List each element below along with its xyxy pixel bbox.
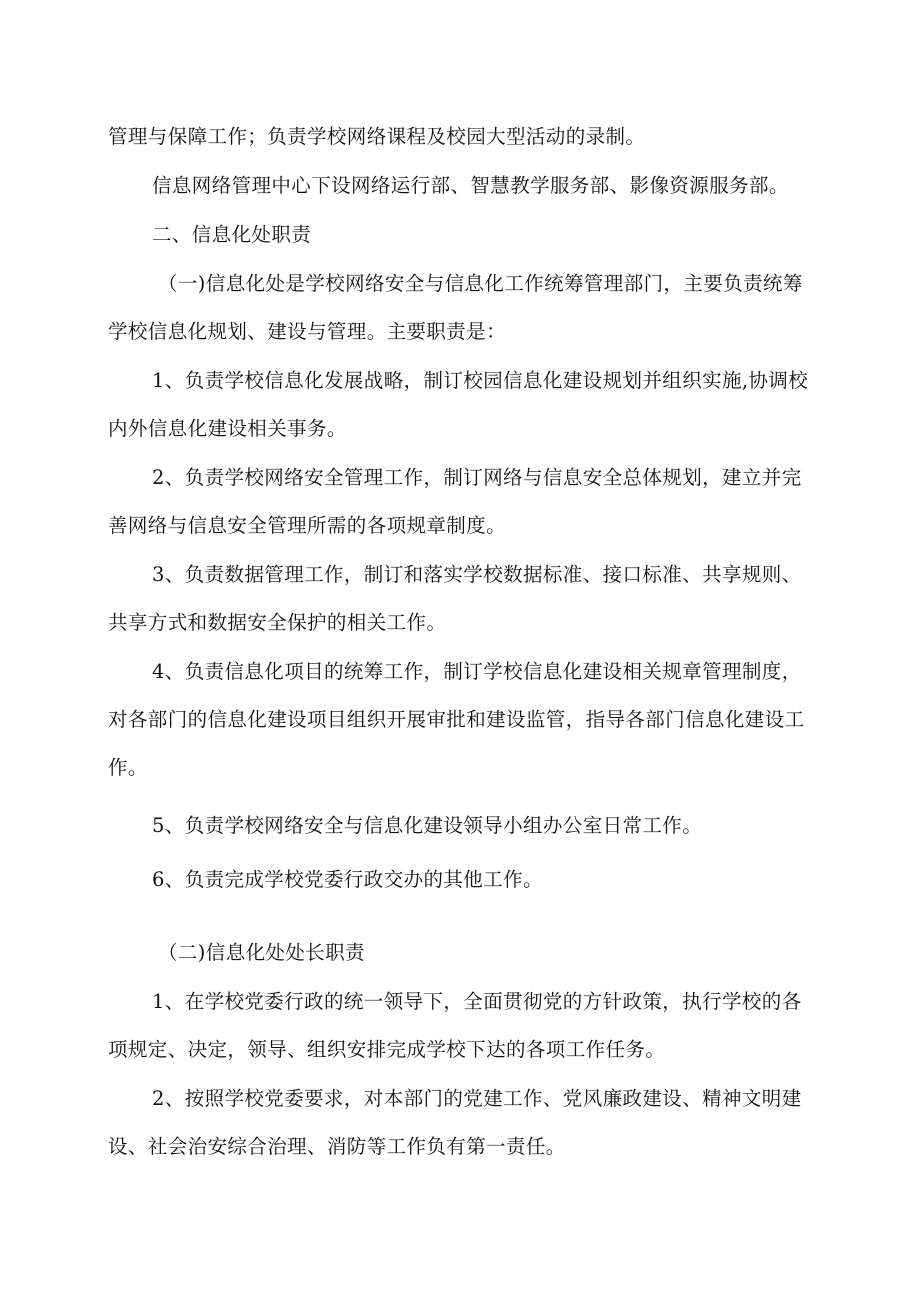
paragraph-line: 学校信息化规划、建设与管理。主要职责是： [108, 320, 507, 343]
list-item-line: 对各部门的信息化建设项目组织开展审批和建设监管，指导各部门信息化建设工 [108, 708, 805, 731]
list-item-line: 1、负责学校信息化发展战略，制订校园信息化建设规划并组织实施,协调校 [152, 369, 809, 392]
list-item-line: 2、负责学校网络安全管理工作，制订网络与信息安全总体规划，建立并完 [152, 466, 802, 489]
list-item-line: 3、负责数据管理工作，制订和落实学校数据标准、接口标准、共享规则、 [152, 563, 802, 586]
list-item-line: 5、负责学校网络安全与信息化建设领导小组办公室日常工作。 [152, 814, 703, 837]
list-item-line: 内外信息化建设相关事务。 [108, 417, 347, 440]
paragraph-line: 管理与保障工作；负责学校网络课程及校园大型活动的录制。 [108, 125, 646, 148]
list-item-line: 共享方式和数据安全保护的相关工作。 [108, 611, 447, 634]
list-item-line: 1、在学校党委行政的统一领导下，全面贯彻党的方针政策，执行学校的各 [152, 990, 802, 1013]
subsection-paragraph-line: （一)信息化处是学校网络安全与信息化工作统筹管理部门，主要负责统筹 [158, 272, 803, 295]
list-item-line: 4、负责信息化项目的统筹工作，制订学校信息化建设相关规章管理制度， [152, 660, 802, 683]
paragraph-line: 信息网络管理中心下设网络运行部、智慧教学服务部、影像资源服务部。 [152, 174, 789, 197]
section-heading: 二、信息化处职责 [152, 223, 312, 246]
list-item-line: 善网络与信息安全管理所需的各项规章制度。 [108, 514, 507, 537]
list-item-line: 设、社会治安综合治理、消防等工作负有第一责任。 [108, 1135, 566, 1158]
list-item-line: 项规定、决定，领导、组织安排完成学校下达的各项工作任务。 [108, 1038, 666, 1061]
list-item-line: 6、负责完成学校党委行政交办的其他工作。 [152, 868, 543, 891]
list-item-line: 作。 [108, 756, 148, 779]
subsection-heading: （二)信息化处处长职责 [158, 941, 366, 964]
list-item-line: 2、按照学校党委要求，对本部门的党建工作、党风廉政建设、精神文明建 [152, 1087, 802, 1110]
